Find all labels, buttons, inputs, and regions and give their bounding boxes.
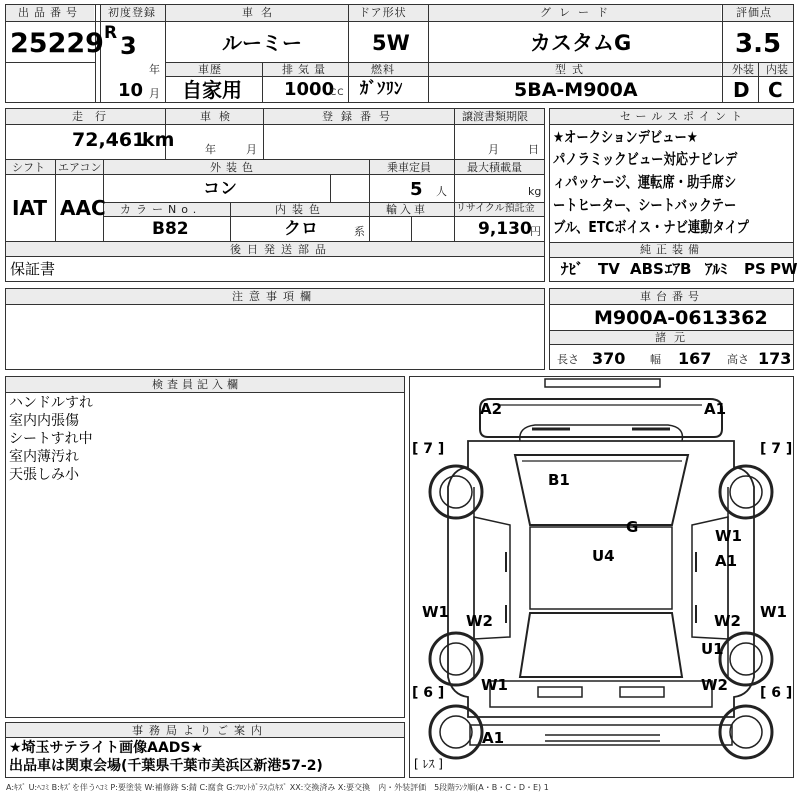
car-outline-drawing xyxy=(410,377,793,777)
transfer-month-unit: 月 xyxy=(488,143,500,156)
equipment-item: PW xyxy=(770,260,798,278)
color-no-label: カラーNo. xyxy=(120,203,202,216)
tire-tread-fr: [ 7 ] xyxy=(760,441,793,457)
damage-mark: B1 xyxy=(548,471,570,489)
damage-mark: A1 xyxy=(482,729,505,747)
tire-tread-rr: [ 6 ] xyxy=(760,685,793,701)
mileage-unit: km xyxy=(142,129,175,151)
shift: IAT xyxy=(12,196,48,220)
notes-label: 注意事項欄 xyxy=(232,290,317,303)
width: 167 xyxy=(678,349,712,368)
lot-no-label: 出品番号 xyxy=(18,6,82,19)
office-line: ★埼玉サテライト画像AADS★ xyxy=(9,740,204,756)
damage-mark: W1 xyxy=(422,603,449,621)
capacity-unit: 人 xyxy=(436,185,448,198)
equipment-item: ｴｱB xyxy=(665,260,692,278)
recycle: 9,130 xyxy=(478,219,532,239)
mileage-label: 走行 xyxy=(72,110,118,123)
door-type: 5W xyxy=(372,31,410,55)
inspector-line: シートすれ中 xyxy=(9,431,93,447)
fuel: ｶﾞｿﾘﾝ xyxy=(360,79,403,99)
equipment-item: TV xyxy=(598,260,620,278)
sales-points-label: セールスポイント xyxy=(620,110,748,123)
inspection-year-unit: 年 xyxy=(205,143,217,156)
damage-mark: W2 xyxy=(714,612,741,630)
inspector-line: 天張しみ小 xyxy=(9,467,79,483)
first-reg-label: 初度登録 xyxy=(108,6,156,19)
later-parts-label: 後日発送部品 xyxy=(230,243,332,256)
tire-tread-fl: [ 7 ] xyxy=(412,441,445,457)
ac-label: エアコン xyxy=(58,161,102,174)
history: 自家用 xyxy=(182,78,242,102)
grade: カスタムG xyxy=(530,31,632,55)
lot-no: 25229 xyxy=(10,28,104,59)
sales-point-line: ィパッケージ、運転席・助手席シ xyxy=(553,173,737,191)
damage-mark: A2 xyxy=(480,400,503,418)
damage-mark: A1 xyxy=(715,552,738,570)
recycle-unit: 円 xyxy=(530,225,542,238)
model: 5BA-M900A xyxy=(514,79,638,101)
damage-mark: U4 xyxy=(592,547,615,565)
int-color-label: 内装色 xyxy=(275,203,326,216)
equipment-item: ｱﾙﾐ xyxy=(705,260,728,278)
inspection-month-unit: 月 xyxy=(246,143,258,156)
later-parts: 保証書 xyxy=(10,260,56,278)
max-load-unit: kg xyxy=(528,185,542,198)
reg-year: 3 xyxy=(120,32,137,60)
damage-mark: W2 xyxy=(466,612,493,630)
reg-month: 10 xyxy=(118,80,144,101)
spare-tire: [ ﾚｽ ] xyxy=(414,757,443,771)
mileage: 72,461 xyxy=(72,129,146,151)
score: 3.5 xyxy=(735,29,782,59)
import-label: 輸入車 xyxy=(386,203,428,216)
history-label: 車歴 xyxy=(198,63,222,76)
inspector-label: 検査員記入欄 xyxy=(152,378,242,391)
length: 370 xyxy=(592,349,626,368)
damage-mark: U1 xyxy=(701,640,724,658)
damage-mark: W1 xyxy=(760,603,787,621)
car-diagram xyxy=(409,376,794,778)
spec-label: 諸元 xyxy=(655,331,693,344)
transfer-day-unit: 日 xyxy=(528,143,540,156)
sales-point-line: パノラミックビュー対応ナビレデ xyxy=(553,150,738,168)
door-label: ドア形状 xyxy=(359,6,407,19)
fuel-label: 燃料 xyxy=(371,63,395,76)
reg-year-unit: 年 xyxy=(149,63,161,76)
equipment-label: 純正装備 xyxy=(640,243,704,256)
inspection-label: 車検 xyxy=(200,110,238,123)
length-label: 長さ xyxy=(557,353,579,366)
sales-point-line: ートヒーター、シートバックテー xyxy=(553,196,737,214)
damage-mark: W1 xyxy=(715,527,742,545)
width-label: 幅 xyxy=(650,353,662,366)
damage-mark: W1 xyxy=(481,676,508,694)
displacement-label: 排気量 xyxy=(282,63,330,76)
ac: AAC xyxy=(60,196,106,220)
inspector-line: 室内内張傷 xyxy=(9,413,79,429)
capacity: 5 xyxy=(410,179,423,200)
damage-mark: A1 xyxy=(704,400,727,418)
int-color: クロ xyxy=(284,219,318,239)
transfer-label: 譲渡書類期限 xyxy=(462,110,528,123)
damage-mark: W2 xyxy=(701,676,728,694)
ext-color: コン xyxy=(203,179,237,199)
sales-point-line: ブル、ETCボイス・ナビ連動タイプ xyxy=(553,218,749,236)
car-name-label: 車名 xyxy=(242,6,280,19)
chassis-label: 車台番号 xyxy=(640,290,704,303)
era: R xyxy=(104,23,118,43)
displacement: 1000 xyxy=(284,79,335,100)
registration-label: 登録番号 xyxy=(322,110,398,123)
damage-mark: G xyxy=(626,518,639,536)
exterior-grade: D xyxy=(733,78,750,102)
equipment-item: ﾅﾋﾞ xyxy=(561,260,584,278)
sales-point-line: ★オークションデビュー★ xyxy=(553,128,698,146)
ext-color-label: 外装色 xyxy=(210,161,258,174)
exterior-label: 外装 xyxy=(732,63,754,76)
interior-label: 内装 xyxy=(766,63,788,76)
int-color-unit: 系 xyxy=(354,225,366,238)
max-load-label: 最大積載量 xyxy=(467,161,522,174)
grade-label: グレード xyxy=(540,6,616,19)
height-label: 高さ xyxy=(727,353,749,366)
office-line: 出品車は関東会場(千葉県千葉市美浜区新港57-2) xyxy=(9,758,323,774)
score-label: 評価点 xyxy=(736,6,772,19)
tire-tread-rl: [ 6 ] xyxy=(412,685,445,701)
height: 173 xyxy=(758,349,792,368)
color-no: B82 xyxy=(152,219,189,239)
displacement-unit: CC xyxy=(330,88,345,98)
inspector-line: ハンドルすれ xyxy=(9,395,93,411)
shift-label: シフト xyxy=(12,161,45,174)
inspector-line: 室内薄汚れ xyxy=(9,449,79,465)
recycle-label: リサイクル預託金 xyxy=(456,203,535,214)
car-name: ルーミー xyxy=(222,31,302,55)
interior-grade: C xyxy=(768,78,783,102)
chassis-number: M900A-0613362 xyxy=(594,307,768,329)
office-label: 事務局よりご案内 xyxy=(132,724,268,737)
equipment-item: PS xyxy=(744,260,766,278)
reg-month-unit: 月 xyxy=(149,87,161,100)
equipment-item: ABS xyxy=(630,260,664,278)
capacity-label: 乗車定員 xyxy=(387,161,431,174)
model-label: 型式 xyxy=(555,63,589,76)
legend: A:ｷｽﾞ U:ﾍｺﾐ B:ｷｽﾞを伴うﾍｺﾐ P:要塗装 W:補修跡 S:錆 C:腐食 G:ﾌﾛﾝﾄｶﾞﾗｽ点ｷｽﾞ XX:交換済み X:要交換 内・外装評価 5段階ﾗﾝｸ順(A・B・C・D・E) 1 xyxy=(6,783,549,792)
